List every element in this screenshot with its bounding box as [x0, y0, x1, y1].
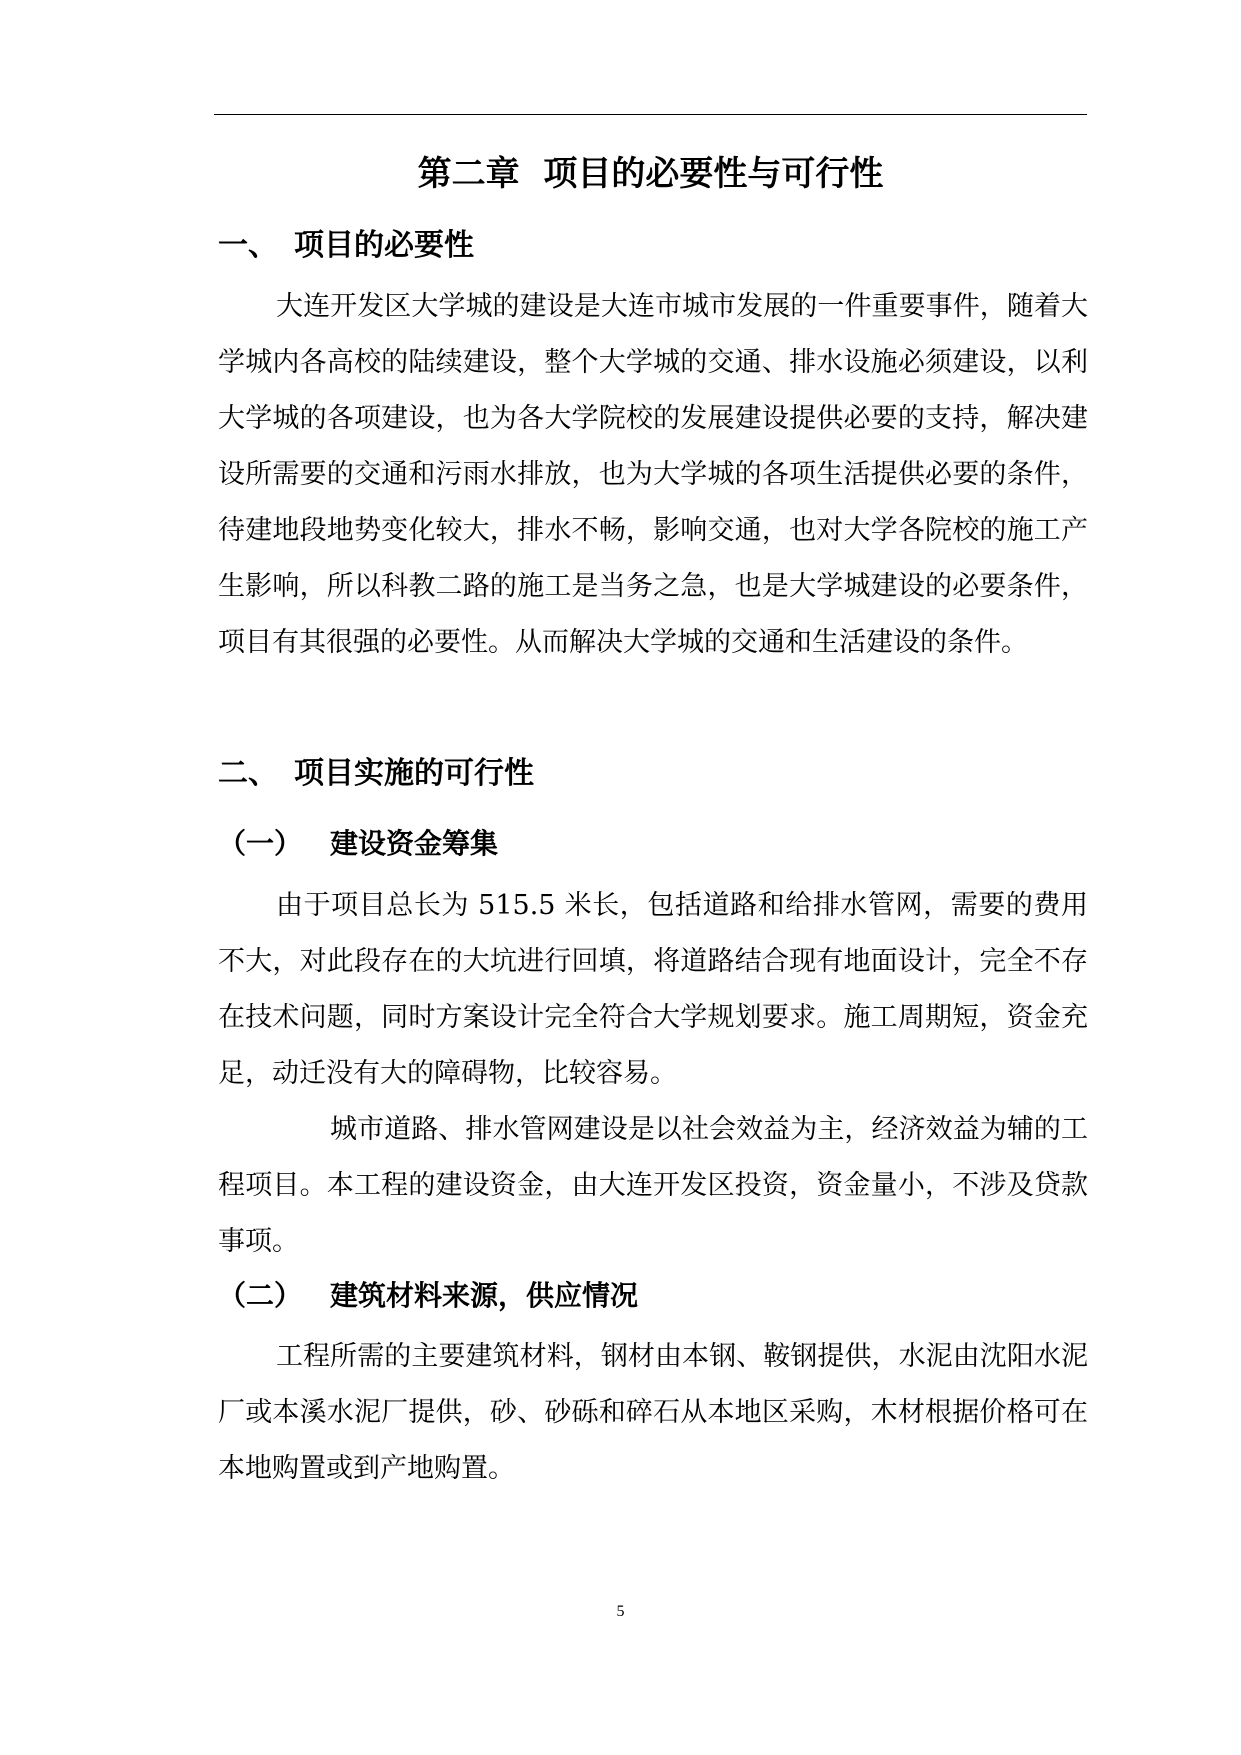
paragraph-materials: 工程所需的主要建筑材料，钢材由本钢、鞍钢提供，水泥由沈阳水泥厂或本溪水泥厂提供，砂、砂砾和碎石从本地区采购，木材根据价格可在本地购置或到产地购置。 [218, 1341, 1088, 1484]
subsection-heading-funding [218, 823, 498, 865]
section-title: 项目实施的可行性 [294, 756, 534, 791]
chapter-title: 第二章 项目的必要性与可行性 [417, 154, 884, 194]
section-number: 一、 [218, 228, 278, 263]
paragraph-funding-1: 由于项目总长为 515.5 米长，包括道路和给排水管网，需要的费用不大，对此段存在的大坑进行回填，将道路结合现有地面设计，完全不存在技术问题，同时方案设计完全符合大学规划要求。施工周期短，资金充足，动迁没有大的障碍物，比较容易。 [218, 890, 1088, 1089]
subsection-title: 建筑材料来源，供应情况 [330, 1279, 639, 1312]
section-heading-feasibility [218, 752, 534, 796]
section-title: 项目的必要性 [294, 228, 474, 263]
paragraph-necessity: 大连开发区大学城的建设是大连市城市发展的一件重要事件，随着大学城内各高校的陆续建设，整个大学城的交通、排水设施必须建设，以利大学城的各项建设，也为各大学院校的发展建设提供必要的支持，解决建设所需要的交通和污雨水排放，也为大学城的各项生活提供必要的条件，待建地段地势变化较大，排水不畅，影响交通，也对大学各院校的施工产生影响，所以科教二路的施工是当务之急，也是大学城建设的必要条件，项目有其很强的必要性。从而解决大学城的交通和生活建设的条件。 [218, 291, 1088, 658]
page-number: 5 [616, 1603, 625, 1620]
subsection-number: （一） [218, 827, 303, 860]
paragraph-funding-2: 城市道路、排水管网建设是以社会效益为主，经济效益为辅的工程项目。本工程的建设资金，由大连开发区投资，资金量小，不涉及贷款事项。 [218, 1114, 1088, 1257]
subsection-title: 建设资金筹集 [330, 827, 499, 860]
subsection-heading-materials [218, 1275, 638, 1317]
header-rule [214, 114, 1087, 115]
section-heading-necessity [218, 224, 474, 268]
section-number: 二、 [218, 756, 278, 791]
subsection-number: （二） [218, 1279, 303, 1312]
